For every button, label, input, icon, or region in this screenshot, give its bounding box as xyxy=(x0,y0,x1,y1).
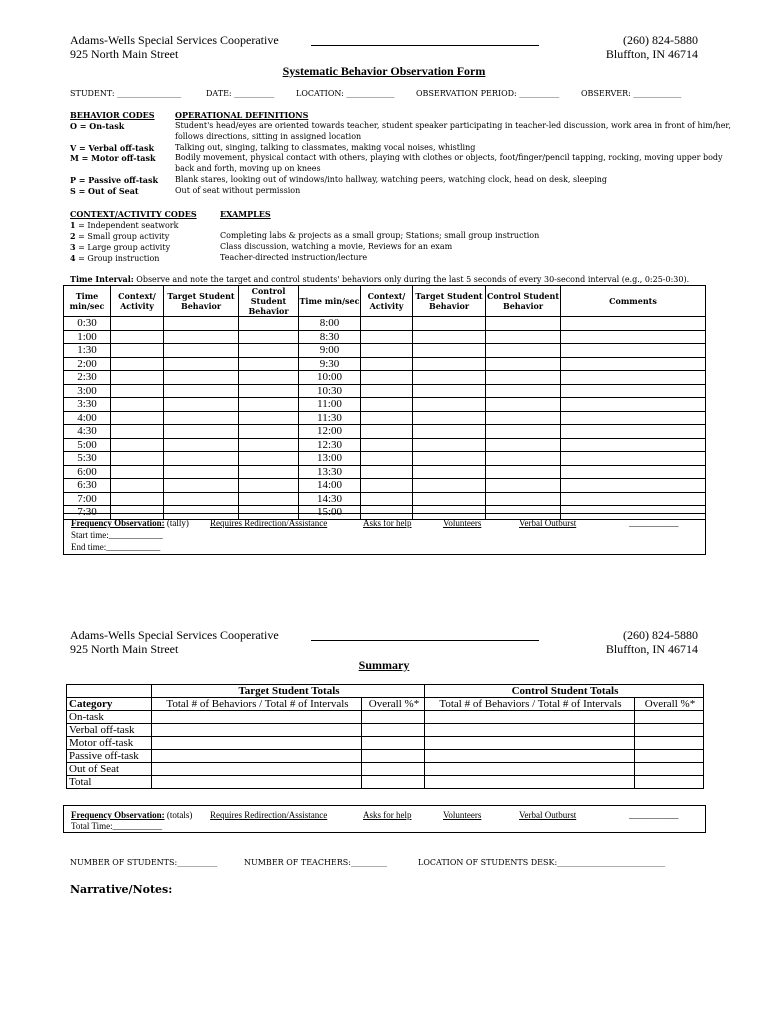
entry-cell[interactable] xyxy=(239,438,299,452)
entry-cell[interactable] xyxy=(561,317,706,331)
entry-cell[interactable] xyxy=(361,492,413,506)
column-header: Time min/sec xyxy=(299,286,361,317)
time-cell: 12:30 xyxy=(299,438,361,452)
summary-entry-cell[interactable] xyxy=(362,776,425,789)
start-time-field[interactable]: Start time:____________ xyxy=(71,530,163,540)
context-example: Teacher-directed instruction/lecture xyxy=(220,253,368,262)
entry-cell[interactable] xyxy=(561,357,706,371)
context-code-label: = Independent seatwork xyxy=(75,221,179,230)
header-rule-2 xyxy=(311,640,539,641)
time-cell: 8:30 xyxy=(299,330,361,344)
time-interval-label: Time Interval: xyxy=(70,274,134,284)
entry-cell[interactable] xyxy=(486,452,561,466)
behavior-definition: Student's head/eyes are oriented towards teacher, student speaker participating in teacher-led discussion, work area in front of him/her, xyxy=(175,121,731,130)
summary-row xyxy=(67,737,704,750)
time-cell: 2:00 xyxy=(64,357,111,371)
summary-entry-cell[interactable] xyxy=(425,737,635,750)
entry-cell[interactable] xyxy=(111,344,164,358)
behavior-code: O = On-task xyxy=(70,121,125,131)
entry-cell[interactable] xyxy=(561,479,706,493)
time-cell: 11:30 xyxy=(299,411,361,425)
entry-cell[interactable] xyxy=(486,425,561,439)
summary-entry-cell[interactable] xyxy=(635,750,704,763)
time-cell: 1:00 xyxy=(64,330,111,344)
context-codes-heading: CONTEXT/ACTIVITY CODES xyxy=(70,209,197,219)
entry-cell[interactable] xyxy=(413,357,486,371)
entry-cell[interactable] xyxy=(486,411,561,425)
entry-cell[interactable] xyxy=(361,357,413,371)
entry-cell[interactable] xyxy=(361,479,413,493)
behavior-definition: Out of seat without permission xyxy=(175,186,301,195)
entry-cell[interactable] xyxy=(361,398,413,412)
observation-table xyxy=(63,285,706,520)
entry-cell[interactable] xyxy=(413,465,486,479)
freq-blank-2[interactable]: ___________ xyxy=(629,810,679,820)
entry-cell[interactable] xyxy=(239,479,299,493)
entry-cell[interactable] xyxy=(164,492,239,506)
operational-definitions-heading: OPERATIONAL DEFINITIONS xyxy=(175,110,309,120)
entry-cell[interactable] xyxy=(239,492,299,506)
category-label: Motor off-task xyxy=(67,737,152,750)
table-row xyxy=(64,344,706,358)
summary-row xyxy=(67,724,704,737)
entry-cell[interactable] xyxy=(239,357,299,371)
city-2: Bluffton, IN 46714 xyxy=(605,642,698,656)
entry-cell[interactable] xyxy=(361,344,413,358)
freq-asks-help-2[interactable]: Asks for help xyxy=(363,810,412,820)
summary-entry-cell[interactable] xyxy=(152,737,362,750)
context-example: Class discussion, watching a movie, Reviews for an exam xyxy=(220,242,453,251)
context-code-label: = Large group activity xyxy=(75,243,171,252)
context-code xyxy=(70,253,159,263)
time-cell: 0:30 xyxy=(64,317,111,331)
time-cell: 10:00 xyxy=(299,371,361,385)
examples-heading: EXAMPLES xyxy=(220,209,271,219)
table-row xyxy=(64,479,706,493)
category-label: Passive off-task xyxy=(67,750,152,763)
time-cell: 4:00 xyxy=(64,411,111,425)
entry-cell[interactable] xyxy=(239,425,299,439)
entry-cell[interactable] xyxy=(486,438,561,452)
summary-entry-cell[interactable] xyxy=(635,763,704,776)
context-code-label: = Small group activity xyxy=(75,232,170,241)
summary-entry-cell[interactable] xyxy=(425,711,635,724)
summary-row xyxy=(67,763,704,776)
entry-cell[interactable] xyxy=(561,452,706,466)
category-header: Category xyxy=(67,698,152,711)
entry-cell[interactable] xyxy=(164,479,239,493)
column-header: Control Student Behavior xyxy=(486,286,561,317)
entry-cell[interactable] xyxy=(164,425,239,439)
target-totals-header: Target Student Totals xyxy=(152,685,425,698)
summary-row xyxy=(67,711,704,724)
entry-cell[interactable] xyxy=(111,465,164,479)
summary-entry-cell[interactable] xyxy=(152,776,362,789)
date-field[interactable]: DATE: __________ xyxy=(206,89,275,98)
column-header: Target Student Behavior xyxy=(164,286,239,317)
table-row xyxy=(64,438,706,452)
student-field[interactable]: STUDENT: ________________ xyxy=(70,89,182,98)
entry-cell[interactable] xyxy=(239,330,299,344)
context-code-number: 1 xyxy=(70,220,76,230)
time-cell: 8:00 xyxy=(299,317,361,331)
org-name-2: Adams-Wells Special Services Cooperative xyxy=(70,628,279,642)
freq-verbal-outburst[interactable]: Verbal Outburst xyxy=(519,518,577,528)
freq-blank[interactable]: ___________ xyxy=(629,518,679,528)
entry-cell[interactable] xyxy=(239,452,299,466)
entry-cell[interactable] xyxy=(239,344,299,358)
entry-cell[interactable] xyxy=(486,344,561,358)
entry-cell[interactable] xyxy=(361,330,413,344)
entry-cell[interactable] xyxy=(413,492,486,506)
summary-entry-cell[interactable] xyxy=(635,724,704,737)
time-cell: 2:30 xyxy=(64,371,111,385)
number-of-students-field[interactable]: NUMBER OF STUDENTS:__________ xyxy=(70,858,218,867)
entry-cell[interactable] xyxy=(111,357,164,371)
time-interval-note xyxy=(70,274,689,284)
entry-cell[interactable] xyxy=(111,425,164,439)
freq-redirection-2[interactable]: Requires Redirection/Assistance xyxy=(210,810,328,820)
table-row xyxy=(64,398,706,412)
summary-entry-cell[interactable] xyxy=(635,776,704,789)
entry-cell[interactable] xyxy=(239,398,299,412)
summary-entry-cell[interactable] xyxy=(152,763,362,776)
entry-cell[interactable] xyxy=(561,465,706,479)
location-field[interactable]: LOCATION: ____________ xyxy=(296,89,395,98)
frequency-tally: (tally) xyxy=(164,518,189,528)
behavior-definition-cont: follows directions, sitting in assigned location xyxy=(175,132,362,141)
time-cell: 3:30 xyxy=(64,398,111,412)
narrative-notes-label: Narrative/Notes: xyxy=(70,883,173,896)
entry-cell[interactable] xyxy=(361,452,413,466)
table-row xyxy=(64,384,706,398)
column-header: Control Student Behavior xyxy=(239,286,299,317)
entry-cell[interactable] xyxy=(413,371,486,385)
entry-cell[interactable] xyxy=(164,411,239,425)
freq-verbal-outburst-2[interactable]: Verbal Outburst xyxy=(519,810,577,820)
context-code-number: 3 xyxy=(70,242,76,252)
context-example: Completing labs & projects as a small group; Stations; small group instruction xyxy=(220,231,540,240)
entry-cell[interactable] xyxy=(111,384,164,398)
time-cell: 13:30 xyxy=(299,465,361,479)
header-rule xyxy=(311,45,539,46)
entry-cell[interactable] xyxy=(486,330,561,344)
frequency-box-2 xyxy=(63,805,706,833)
entry-cell[interactable] xyxy=(111,479,164,493)
summary-entry-cell[interactable] xyxy=(635,737,704,750)
time-cell: 7:30 xyxy=(64,506,111,520)
context-code-number: 4 xyxy=(70,253,76,263)
entry-cell[interactable] xyxy=(413,452,486,466)
summary-entry-cell[interactable] xyxy=(425,763,635,776)
table-row xyxy=(64,452,706,466)
frequency-label-row-2 xyxy=(71,810,192,820)
table-row xyxy=(64,425,706,439)
time-cell: 6:00 xyxy=(64,465,111,479)
entry-cell[interactable] xyxy=(239,465,299,479)
category-label: Total xyxy=(67,776,152,789)
entry-cell[interactable] xyxy=(413,479,486,493)
entry-cell[interactable] xyxy=(361,371,413,385)
summary-entry-cell[interactable] xyxy=(362,763,425,776)
time-interval-text: Observe and note the target and control students' behaviors only during the last 5 seconds of every 30-second interval (e.g., 0:25-0:30). xyxy=(133,275,690,284)
entry-cell[interactable] xyxy=(486,317,561,331)
behavior-definition: Blank stares, looking out of windows/into hallway, watching peers, watching clock, head on desk, sleeping xyxy=(175,175,608,184)
entry-cell[interactable] xyxy=(239,371,299,385)
entry-cell[interactable] xyxy=(413,330,486,344)
entry-cell[interactable] xyxy=(561,425,706,439)
entry-cell[interactable] xyxy=(561,492,706,506)
behavior-code: M = Motor off-task xyxy=(70,153,156,163)
entry-cell[interactable] xyxy=(561,384,706,398)
time-cell: 5:00 xyxy=(64,438,111,452)
column-header: Time min/sec xyxy=(64,286,111,317)
entry-cell[interactable] xyxy=(413,398,486,412)
entry-cell[interactable] xyxy=(361,411,413,425)
entry-cell[interactable] xyxy=(413,425,486,439)
table-row xyxy=(64,465,706,479)
summary-entry-cell[interactable] xyxy=(425,776,635,789)
summary-entry-cell[interactable] xyxy=(635,711,704,724)
entry-cell[interactable] xyxy=(164,465,239,479)
column-header: Target Student Behavior xyxy=(413,286,486,317)
form-title: Systematic Behavior Observation Form xyxy=(282,64,486,78)
category-label: Verbal off-task xyxy=(67,724,152,737)
context-code xyxy=(70,231,169,241)
entry-cell[interactable] xyxy=(164,330,239,344)
behavior-code: V = Verbal off-task xyxy=(70,143,155,153)
control-totals-header: Control Student Totals xyxy=(425,685,704,698)
control-total-col: Total # of Behaviors / Total # of Intervals xyxy=(425,698,635,711)
time-cell: 4:30 xyxy=(64,425,111,439)
time-cell: 14:30 xyxy=(299,492,361,506)
observer-field[interactable]: OBSERVER: ____________ xyxy=(581,89,682,98)
summary-row xyxy=(67,776,704,789)
behavior-code: S = Out of Seat xyxy=(70,186,139,196)
context-code xyxy=(70,220,178,230)
summary-row xyxy=(67,750,704,763)
category-label: Out of Seat xyxy=(67,763,152,776)
control-overall-col: Overall %* xyxy=(635,698,704,711)
entry-cell[interactable] xyxy=(164,452,239,466)
summary-entry-cell[interactable] xyxy=(362,724,425,737)
time-cell: 13:00 xyxy=(299,452,361,466)
entry-cell[interactable] xyxy=(561,398,706,412)
period-field[interactable]: OBSERVATION PERIOD: __________ xyxy=(416,89,560,98)
summary-entry-cell[interactable] xyxy=(362,750,425,763)
blank-corner xyxy=(67,685,152,698)
table-row xyxy=(64,330,706,344)
frequency-label: Frequency Observation: xyxy=(71,518,165,528)
entry-cell[interactable] xyxy=(561,330,706,344)
table-row xyxy=(64,357,706,371)
entry-cell[interactable] xyxy=(239,411,299,425)
entry-cell[interactable] xyxy=(239,317,299,331)
entry-cell[interactable] xyxy=(111,452,164,466)
time-cell: 10:30 xyxy=(299,384,361,398)
behavior-definition-cont: back and forth, moving up on knees xyxy=(175,164,321,173)
target-total-col: Total # of Behaviors / Total # of Intervals xyxy=(152,698,362,711)
summary-entry-cell[interactable] xyxy=(425,724,635,737)
entry-cell[interactable] xyxy=(561,344,706,358)
entry-cell[interactable] xyxy=(361,384,413,398)
entry-cell[interactable] xyxy=(361,438,413,452)
entry-cell[interactable] xyxy=(413,344,486,358)
entry-cell[interactable] xyxy=(486,492,561,506)
entry-cell[interactable] xyxy=(164,384,239,398)
table-row xyxy=(64,411,706,425)
freq-volunteers-2[interactable]: Volunteers xyxy=(443,810,482,820)
summary-table xyxy=(66,684,704,789)
behavior-definition: Bodily movement, physical contact with others, playing with clothes or objects, foot/finger/pencil tapping, rocking, moving upper body xyxy=(175,153,723,162)
freq-volunteers[interactable]: Volunteers xyxy=(443,518,482,528)
entry-cell[interactable] xyxy=(486,357,561,371)
time-cell: 9:00 xyxy=(299,344,361,358)
entry-cell[interactable] xyxy=(486,371,561,385)
context-code xyxy=(70,242,170,252)
entry-cell[interactable] xyxy=(111,438,164,452)
behavior-code: P = Passive off-task xyxy=(70,175,158,185)
time-cell: 3:00 xyxy=(64,384,111,398)
entry-cell[interactable] xyxy=(413,438,486,452)
entry-cell[interactable] xyxy=(111,330,164,344)
frequency-totals: (totals) xyxy=(164,810,193,820)
time-cell: 7:00 xyxy=(64,492,111,506)
entry-cell[interactable] xyxy=(413,317,486,331)
entry-cell[interactable] xyxy=(361,465,413,479)
frequency-label-2: Frequency Observation: xyxy=(71,810,165,820)
entry-cell[interactable] xyxy=(239,384,299,398)
summary-entry-cell[interactable] xyxy=(425,750,635,763)
column-header: Comments xyxy=(561,286,706,317)
time-cell: 6:30 xyxy=(64,479,111,493)
category-label: On-task xyxy=(67,711,152,724)
total-time-field[interactable]: Total Time:___________ xyxy=(71,821,163,831)
phone-2: (260) 824-5880 xyxy=(623,628,698,642)
target-overall-col: Overall %* xyxy=(362,698,425,711)
number-of-teachers-field[interactable]: NUMBER OF TEACHERS:_________ xyxy=(244,858,387,867)
freq-redirection[interactable]: Requires Redirection/Assistance xyxy=(210,518,328,528)
context-code-label: = Group instruction xyxy=(75,254,160,263)
entry-cell[interactable] xyxy=(561,371,706,385)
entry-cell[interactable] xyxy=(164,344,239,358)
entry-cell[interactable] xyxy=(561,411,706,425)
frequency-box xyxy=(63,513,706,555)
table-row xyxy=(64,492,706,506)
entry-cell[interactable] xyxy=(413,384,486,398)
entry-cell[interactable] xyxy=(164,398,239,412)
end-time-field[interactable]: End time:____________ xyxy=(71,542,161,552)
time-cell: 11:00 xyxy=(299,398,361,412)
summary-entry-cell[interactable] xyxy=(362,737,425,750)
desk-location-field[interactable]: LOCATION OF STUDENTS DESK:___________________________ xyxy=(418,858,666,867)
entry-cell[interactable] xyxy=(111,492,164,506)
behavior-codes-heading: BEHAVIOR CODES xyxy=(70,110,155,120)
time-cell: 12:00 xyxy=(299,425,361,439)
street-2: 925 North Main Street xyxy=(70,642,179,656)
context-code-number: 2 xyxy=(70,231,76,241)
summary-entry-cell[interactable] xyxy=(362,711,425,724)
entry-cell[interactable] xyxy=(361,317,413,331)
entry-cell[interactable] xyxy=(111,371,164,385)
time-cell: 1:30 xyxy=(64,344,111,358)
time-cell: 15:00 xyxy=(299,506,361,520)
entry-cell[interactable] xyxy=(486,384,561,398)
entry-cell[interactable] xyxy=(561,438,706,452)
table-row xyxy=(64,317,706,331)
summary-entry-cell[interactable] xyxy=(152,750,362,763)
entry-cell[interactable] xyxy=(361,425,413,439)
entry-cell[interactable] xyxy=(164,357,239,371)
entry-cell[interactable] xyxy=(111,317,164,331)
column-header: Context/ Activity xyxy=(361,286,413,317)
phone: (260) 824-5880 xyxy=(623,33,698,47)
summary-title: Summary xyxy=(358,658,410,672)
freq-asks-help[interactable]: Asks for help xyxy=(363,518,412,528)
summary-entry-cell[interactable] xyxy=(152,711,362,724)
street: 925 North Main Street xyxy=(70,47,179,61)
time-cell: 14:00 xyxy=(299,479,361,493)
frequency-label-row xyxy=(71,518,189,528)
entry-cell[interactable] xyxy=(111,398,164,412)
column-header: Context/ Activity xyxy=(111,286,164,317)
entry-cell[interactable] xyxy=(164,438,239,452)
city: Bluffton, IN 46714 xyxy=(605,47,698,61)
entry-cell[interactable] xyxy=(486,479,561,493)
table-row xyxy=(64,371,706,385)
summary-entry-cell[interactable] xyxy=(152,724,362,737)
entry-cell[interactable] xyxy=(486,465,561,479)
entry-cell[interactable] xyxy=(486,398,561,412)
entry-cell[interactable] xyxy=(164,371,239,385)
entry-cell[interactable] xyxy=(413,411,486,425)
entry-cell[interactable] xyxy=(111,411,164,425)
time-cell: 5:30 xyxy=(64,452,111,466)
entry-cell[interactable] xyxy=(164,317,239,331)
time-cell: 9:30 xyxy=(299,357,361,371)
org-name: Adams-Wells Special Services Cooperative xyxy=(70,33,279,47)
behavior-definition: Talking out, singing, talking to classmates, making vocal noises, whistling xyxy=(175,143,476,152)
